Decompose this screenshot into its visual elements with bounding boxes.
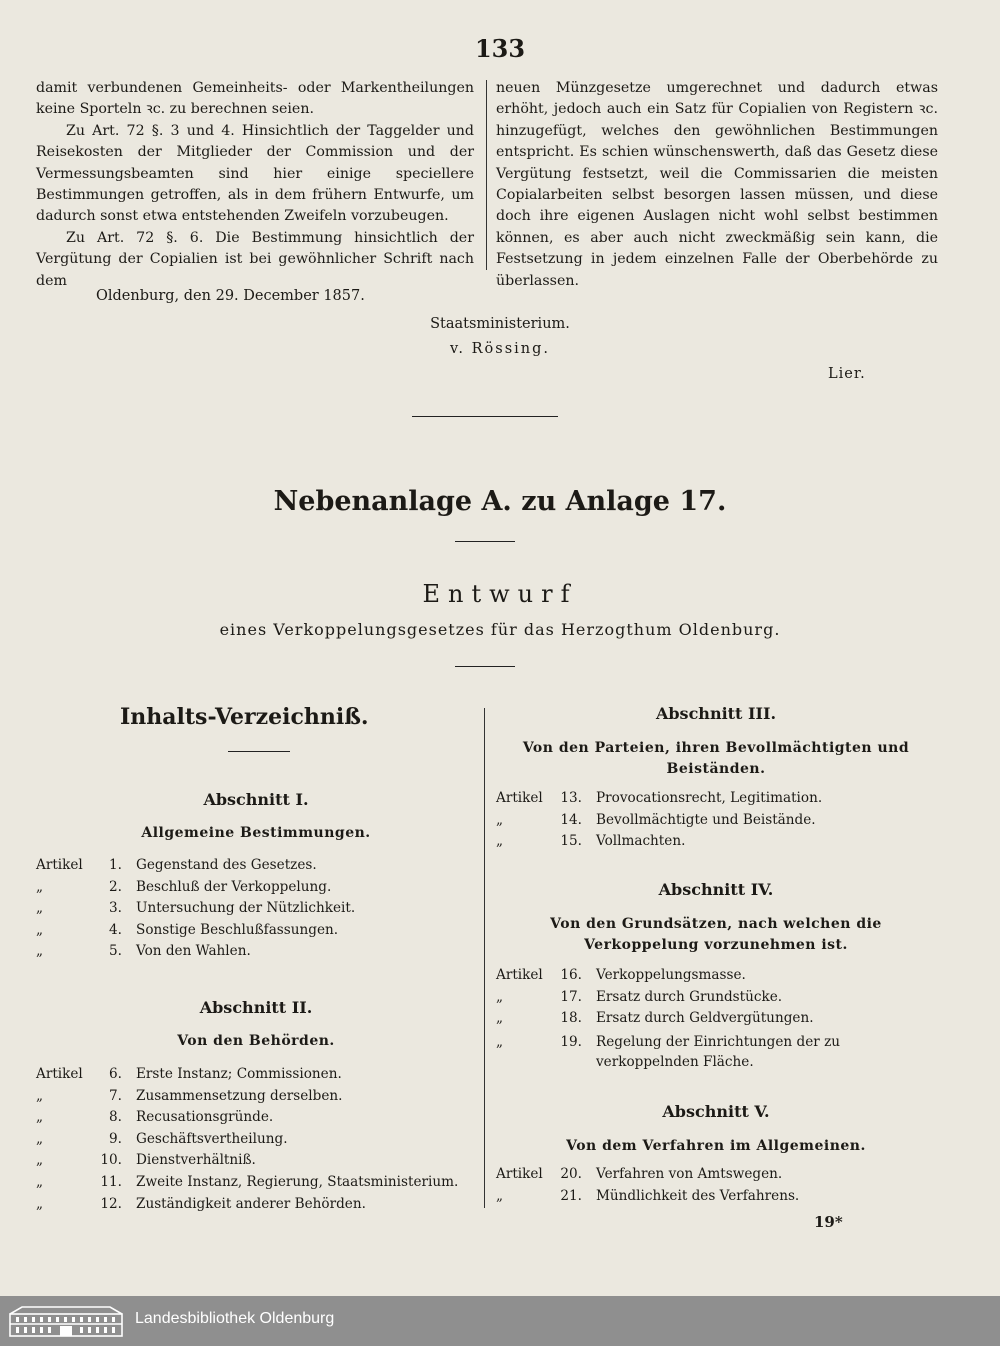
section-subheading: Von den Behörden. [177, 1033, 335, 1049]
toc-row: Artikel 1. Gegenstand des Gesetzes. [36, 857, 317, 873]
toc-list [36, 1066, 476, 1217]
section-heading: Abschnitt V. [662, 1102, 770, 1121]
toc-column-divider [484, 708, 485, 1208]
toc-list [496, 790, 936, 855]
toc-list [496, 1166, 936, 1209]
paragraph: Zu Art. 72 §. 6. Die Bestimmung hinsichtlich der Vergütung der Copialien ist bei gewöhnlicher Schrift nach dem [36, 229, 474, 289]
document-title: Nebenanlage A. zu Anlage 17. [273, 486, 727, 517]
signatory-name: v. Rössing. [449, 341, 551, 357]
sheet-signature-mark: 19* [814, 1213, 843, 1231]
toc-row: „ 9. Geschäftsvertheilung. [36, 1130, 288, 1147]
section-heading: Abschnitt II. [199, 998, 313, 1017]
toc-row: „ 19. Regelung der Einrichtungen der zu verkoppelnden Fläche. [496, 1033, 840, 1070]
section-heading: Abschnitt I. [203, 790, 309, 809]
top-right-column [496, 78, 938, 292]
library-name: Landesbibliothek Oldenburg [135, 1310, 335, 1327]
footer-bar [0, 1296, 1000, 1346]
draft-heading: Entwurf [422, 580, 578, 608]
place-date: Oldenburg, den 29. December 1857. [96, 288, 365, 304]
library-building-icon [8, 1304, 124, 1338]
paragraph: neuen Münzgesetze umgerechnet und dadurch etwas erhöht, jedoch auch ein Satz für Copialien von Registern ꝛc. hinzugefügt, welches den gewöhnlichen Bestimmungen entspricht. Es schien wünschenswerth, daß das Gesetz diese Vergütung festsetzt, weil die Commissarien die meisten Copialarbeiten selbst besorgen lassen müssen, und diese doch ihre eigenen Auslagen nicht wohl selbst bestimmen können, es aber auch nicht zweckmäßig sein kann, die Festsetzung in jedem einzelnen Falle der Oberbehörde zu überlassen. [496, 80, 938, 289]
paragraph: damit verbundenen Gemeinheits- oder Markentheilungen keine Sporteln ꝛc. zu berechnen seien. [36, 80, 474, 118]
divider-line [455, 541, 515, 542]
section-subheading: Von den Parteien, ihren Bevollmächtigten und Beiständen. [522, 740, 910, 777]
toc-list [496, 967, 936, 1076]
toc-row: „ 7. Zusammensetzung derselben. [36, 1087, 343, 1104]
section-subheading: Von dem Verfahren im Allgemeinen. [566, 1138, 866, 1154]
toc-row: Artikel 6. Erste Instanz; Commissionen. [36, 1066, 342, 1082]
toc-row: „ 12. Zuständigkeit anderer Behörden. [36, 1195, 366, 1212]
top-left-column [36, 78, 474, 292]
toc-row: „ 3. Untersuchung der Nützlichkeit. [36, 900, 356, 917]
section-heading: Abschnitt IV. [658, 880, 774, 899]
toc-list [36, 857, 476, 965]
paragraph: Zu Art. 72 §. 3 und 4. Hinsichtlich der Taggelder und Reisekosten der Mitglieder der Commission und der Vermessungsbeamten sind hier einige speciellere Bestimmungen getroffen, als in dem frühern Entwurfe, um dadurch sonst etwa entstehenden Zweifeln vorzubeugen. [36, 122, 474, 225]
page-number: 133 [474, 34, 526, 63]
ministry-label: Staatsministerium. [430, 316, 570, 332]
toc-row: Artikel 13. Provocationsrecht, Legitimation. [496, 790, 823, 806]
toc-row: „ 21. Mündlichkeit des Verfahrens. [496, 1187, 800, 1204]
toc-title: Inhalts-Verzeichniß. [120, 704, 369, 730]
section-subheading: Allgemeine Bestimmungen. [141, 825, 371, 841]
toc-row: Artikel 20. Verfahren von Amtswegen. [496, 1166, 783, 1182]
divider-line [455, 666, 515, 667]
toc-row: „ 17. Ersatz durch Grundstücke. [496, 988, 783, 1005]
divider-line [228, 751, 290, 752]
column-divider [486, 80, 487, 270]
toc-row: „ 15. Vollmachten. [496, 833, 686, 850]
toc-row: „ 10. Dienstverhältniß. [36, 1152, 256, 1169]
section-subheading: Von den Grundsätzen, nach welchen die Verkoppelung vorzunehmen ist. [550, 916, 882, 953]
toc-row: „ 8. Recusationsgründe. [36, 1109, 274, 1126]
signatory-name-2: Lier. [828, 366, 866, 382]
toc-row: „ 14. Bevollmächtigte und Beistände. [496, 811, 816, 828]
divider-line [412, 416, 558, 417]
toc-row: „ 18. Ersatz durch Geldvergütungen. [496, 1010, 814, 1027]
toc-row: „ 5. Von den Wahlen. [36, 943, 251, 960]
toc-row: „ 4. Sonstige Beschlußfassungen. [36, 921, 339, 938]
section-heading: Abschnitt III. [655, 704, 777, 723]
draft-subtitle: eines Verkoppelungsgesetzes für das Herzogthum Oldenburg. [219, 620, 781, 639]
toc-row: „ 11. Zweite Instanz, Regierung, Staatsministerium. [36, 1173, 459, 1190]
toc-row: „ 2. Beschluß der Verkoppelung. [36, 878, 332, 895]
toc-row: Artikel 16. Verkoppelungsmasse. [496, 967, 746, 983]
